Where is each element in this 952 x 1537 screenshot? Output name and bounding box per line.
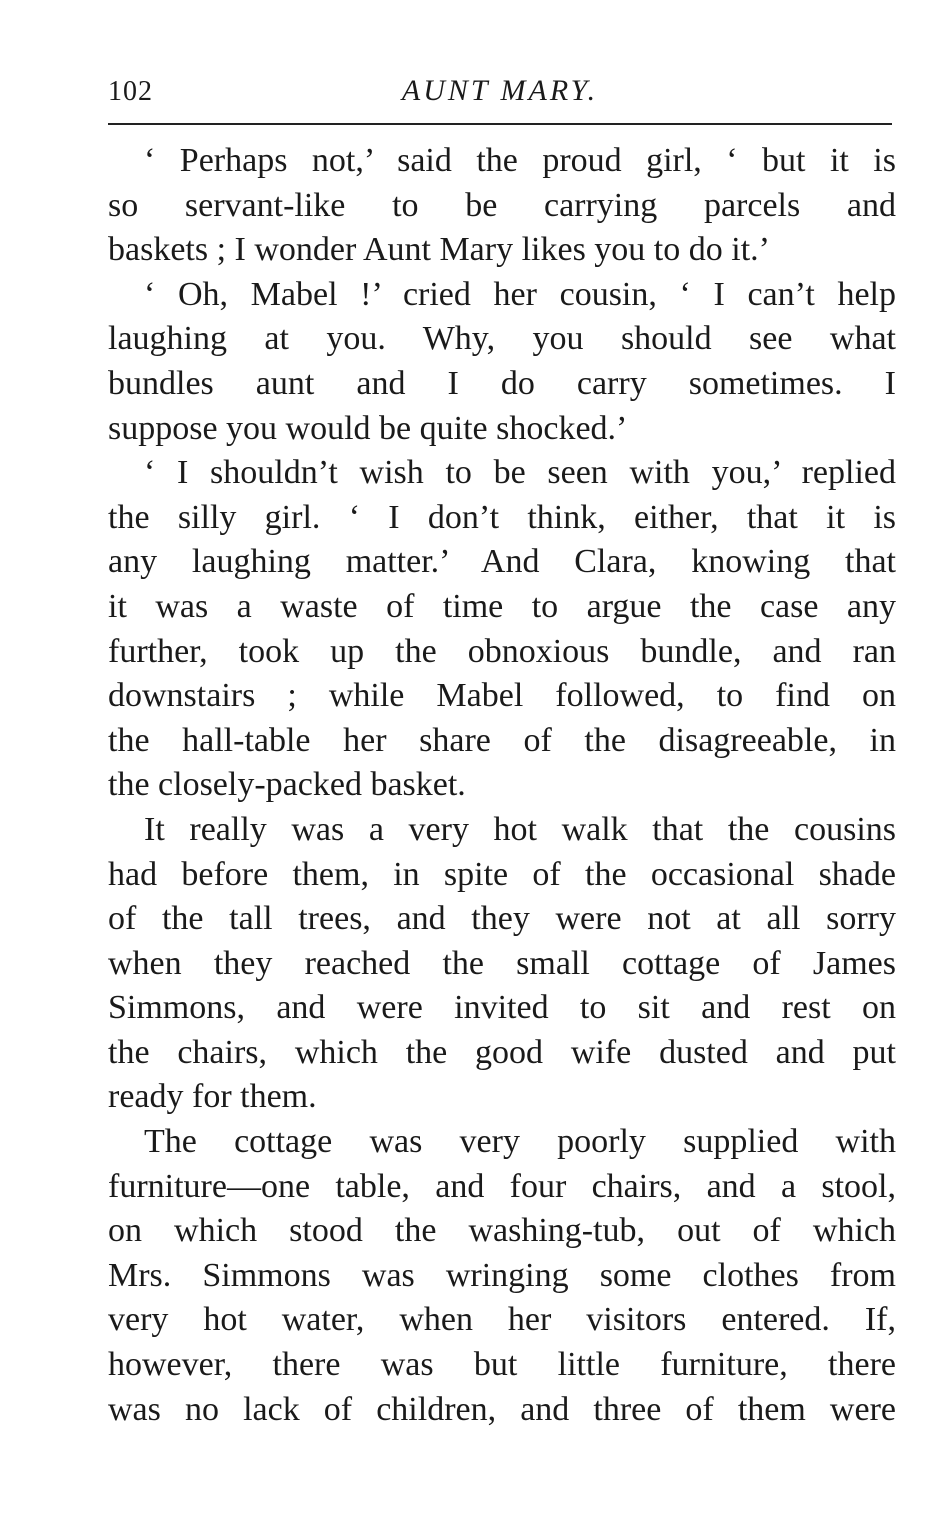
text-line: bundles aunt and I do carry sometimes. I xyxy=(108,364,896,402)
text-line: very hot water, when her visitors entered. If, xyxy=(108,1301,896,1339)
text-line: furniture—one table, and four chairs, and a stool, xyxy=(108,1167,896,1205)
text-line: had before them, in spite of the occasional shade xyxy=(108,855,896,893)
header-rule xyxy=(108,123,892,125)
text-line: the chairs, which the good wife dusted and put xyxy=(108,1033,896,1071)
text-line: ‘ I shouldn’t wish to be seen with you,’ replied xyxy=(144,454,896,492)
paragraph xyxy=(108,451,896,808)
text-line: of the tall trees, and they were not at all sorry xyxy=(108,900,896,938)
paragraph xyxy=(108,273,896,451)
text-line: the silly girl. ‘ I don’t think, either, that it is xyxy=(108,498,896,536)
text-line: on which stood the washing-tub, out of which xyxy=(108,1212,896,1250)
paragraph xyxy=(108,808,896,1120)
text-line: downstairs ; while Mabel followed, to find on xyxy=(108,677,896,715)
text-line: so servant-like to be carrying parcels and xyxy=(108,186,896,224)
text-line: ‘ Oh, Mabel !’ cried her cousin, ‘ I can’t help xyxy=(144,275,896,313)
text-line: Mrs. Simmons was wringing some clothes from xyxy=(108,1256,896,1294)
text-line: further, took up the obnoxious bundle, and ran xyxy=(108,632,896,670)
text-line: baskets ; I wonder Aunt Mary likes you to do it.’ xyxy=(108,231,770,269)
paragraph xyxy=(108,139,896,273)
page-number: 102 xyxy=(108,76,153,107)
text-line: The cottage was very poorly supplied with xyxy=(144,1123,896,1161)
text-line: the hall-table her share of the disagreeable, in xyxy=(108,721,896,759)
text-line: suppose you would be quite shocked.’ xyxy=(108,409,628,447)
text-line: was no lack of children, and three of them were xyxy=(108,1390,896,1428)
text-line: any laughing matter.’ And Clara, knowing that xyxy=(108,543,896,581)
text-line: ready for them. xyxy=(108,1078,317,1116)
paragraph xyxy=(108,1120,896,1432)
text-line: It really was a very hot walk that the cousins xyxy=(144,810,896,848)
text-line: the closely-packed basket. xyxy=(108,766,466,804)
text-line: Simmons, and were invited to sit and rest on xyxy=(108,989,896,1027)
text-line: it was a waste of time to argue the case any xyxy=(108,587,896,625)
text-line: when they reached the small cottage of James xyxy=(108,944,896,982)
running-title: AUNT MARY. xyxy=(401,74,599,107)
text-line: laughing at you. Why, you should see what xyxy=(108,320,896,358)
page-header xyxy=(108,72,892,116)
text-line: however, there was but little furniture, there xyxy=(108,1346,896,1384)
body-text xyxy=(108,139,896,1432)
text-line: ‘ Perhaps not,’ said the proud girl, ‘ but it is xyxy=(144,142,896,179)
